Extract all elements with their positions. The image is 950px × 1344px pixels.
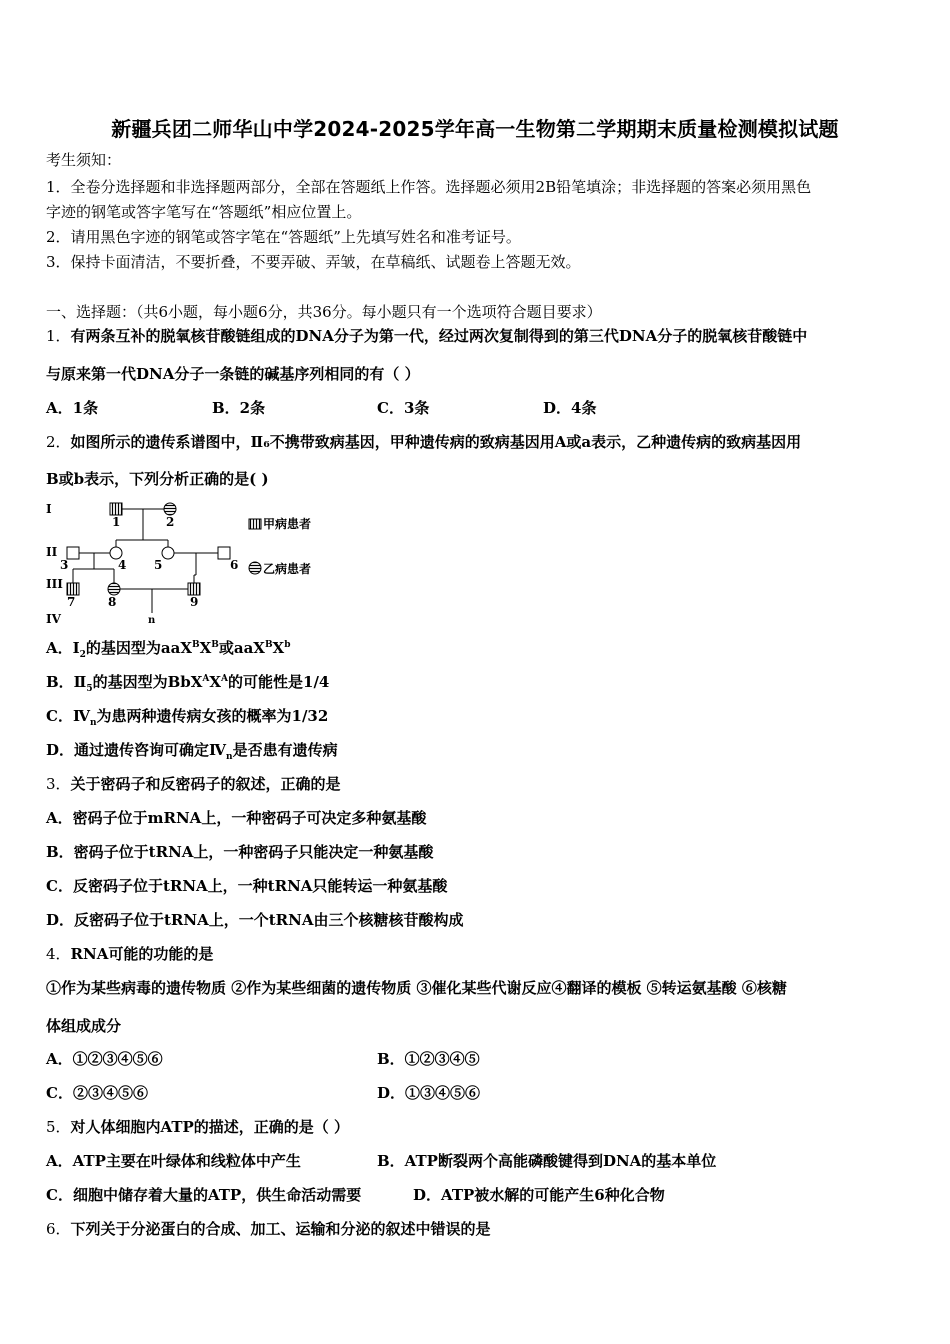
generation-label: I — [46, 502, 52, 516]
question-4-stem: 4．RNA可能的功能的是 — [46, 945, 214, 963]
generation-label: III — [46, 577, 63, 591]
generation-label: II — [46, 545, 58, 559]
individual-5-female — [162, 547, 174, 559]
question-2-option-c: C．$Ⅳ_n$为患两种遗传病女孩的概率为1/32 — [46, 707, 329, 728]
question-2-stem: 2．如图所示的遗传系谱图中，Ⅱ₆不携带致病基因，甲种遗传病的致病基因用A或a表示，乙种遗传病的致病基因用 — [46, 433, 802, 451]
pedigree-chart — [42, 495, 342, 630]
notice-item: 1．全卷分选择题和非选择题两部分，全部在答题纸上作答。选择题必须用2B铅笔填涂；非选择题的答案必须用黑色 — [46, 178, 812, 196]
question-2-option-d: D．通过遗传咨询可确定$Ⅳ_n$是否患有遗传病 — [46, 741, 338, 762]
question-2-option-b: B．$Ⅱ_5$的基因型为$BbX^AX^A$的可能性是1/4 — [46, 673, 330, 694]
individual-8-female-affected — [108, 583, 120, 595]
question-1-stem-cont: 与原来第一代DNA分子一条链的碱基序列相同的有（ ） — [46, 365, 420, 383]
question-1-option-b: B．2条 — [212, 399, 266, 417]
individual-9-male-affected — [188, 583, 200, 595]
section-heading: 一、选择题：（共6小题，每小题6分，共36分。每小题只有一个选项符合题目要求） — [46, 303, 602, 321]
individual-number: 5 — [154, 558, 163, 572]
generation-label: IV — [46, 612, 61, 626]
notice-item: 2．请用黑色字迹的钢笔或答字笔在“答题纸”上先填写姓名和准考证号。 — [46, 228, 521, 246]
individual-number: 3 — [60, 558, 69, 572]
question-4-statements: ①作为某些病毒的遗传物质 ②作为某些细菌的遗传物质 ③催化某些代谢反应④翻译的模板 ⑤转运氨基酸 ⑥核糖 — [46, 979, 787, 997]
question-5-stem: 5．对人体细胞内ATP的描述，正确的是（ ） — [46, 1118, 350, 1136]
question-1-option-c: C．3条 — [377, 399, 430, 417]
question-3-stem: 3．关于密码子和反密码子的叙述，正确的是 — [46, 775, 341, 793]
question-3-option-c: C．反密码子位于tRNA上，一种tRNA只能转运一种氨基酸 — [46, 877, 448, 895]
question-5-option-a: A．ATP主要在叶绿体和线粒体中产生 — [46, 1152, 301, 1170]
individual-number: 6 — [230, 558, 239, 572]
question-4-statements-cont: 体组成成分 — [46, 1017, 122, 1035]
individual-number: 2 — [166, 515, 175, 529]
individual-7-male-affected — [67, 583, 79, 595]
notice-item: 字迹的钢笔或答字笔写在“答题纸”相应位置上。 — [46, 203, 362, 221]
question-1-option-a: A．1条 — [46, 399, 99, 417]
individual-number: 1 — [112, 515, 121, 529]
question-5-option-c: C．细胞中储存着大量的ATP，供生命活动需要 — [46, 1186, 362, 1204]
individual-3-male — [67, 547, 79, 559]
question-4-option-c: C．②③④⑤⑥ — [46, 1084, 148, 1102]
individual-2-female-affected — [164, 503, 176, 515]
question-4-option-b: B．①②③④⑤ — [377, 1050, 480, 1068]
legend-label: 乙病患者 — [263, 562, 312, 576]
individual-6-male — [218, 547, 230, 559]
question-5-option-d: D．ATP被水解的可能产生6种化合物 — [413, 1186, 665, 1204]
question-3-option-a: A．密码子位于mRNA上，一种密码子可决定多种氨基酸 — [46, 809, 427, 827]
question-4-option-a: A．①②③④⑤⑥ — [46, 1050, 163, 1068]
question-3-option-b: B．密码子位于tRNA上，一种密码子只能决定一种氨基酸 — [46, 843, 434, 861]
notice-heading: 考生须知： — [46, 151, 122, 169]
individual-number: 8 — [108, 595, 117, 609]
question-1-stem: 1．有两条互补的脱氧核苷酸链组成的DNA分子为第一代，经过两次复制得到的第三代DNA分子的脱氧核苷酸链中 — [46, 327, 808, 345]
legend-swatch-disease-a — [249, 519, 261, 529]
legend-swatch-disease-b — [249, 562, 261, 574]
question-2-stem-cont: B或b表示，下列分析正确的是( ) — [46, 470, 269, 488]
individual-1-male-affected — [110, 503, 122, 515]
question-5-option-b: B．ATP断裂两个高能磷酸键得到DNA的基本单位 — [377, 1152, 717, 1170]
legend-label: 甲病患者 — [263, 517, 312, 531]
individual-number: 4 — [118, 558, 127, 572]
page-title: 新疆兵团二师华山中学2024-2025学年高一生物第二学期期末质量检测模拟试题 — [111, 117, 839, 141]
individual-number: 7 — [67, 595, 76, 609]
individual-number: 9 — [190, 595, 199, 609]
individual-number: n — [148, 615, 156, 626]
notice-item: 3．保持卡面清洁，不要折叠，不要弄破、弄皱，在草稿纸、试题卷上答题无效。 — [46, 253, 581, 271]
question-4-option-d: D．①③④⑤⑥ — [377, 1084, 481, 1102]
question-3-option-d: D．反密码子位于tRNA上，一个tRNA由三个核糖核苷酸构成 — [46, 911, 464, 929]
question-6-stem: 6．下列关于分泌蛋白的合成、加工、运输和分泌的叙述中错误的是 — [46, 1220, 491, 1238]
question-2-option-a: A．$Ⅰ_2$的基因型为$aaX^BX^B$或$aaX^BX^b$ — [46, 639, 291, 660]
question-1-option-d: D．4条 — [543, 399, 597, 417]
